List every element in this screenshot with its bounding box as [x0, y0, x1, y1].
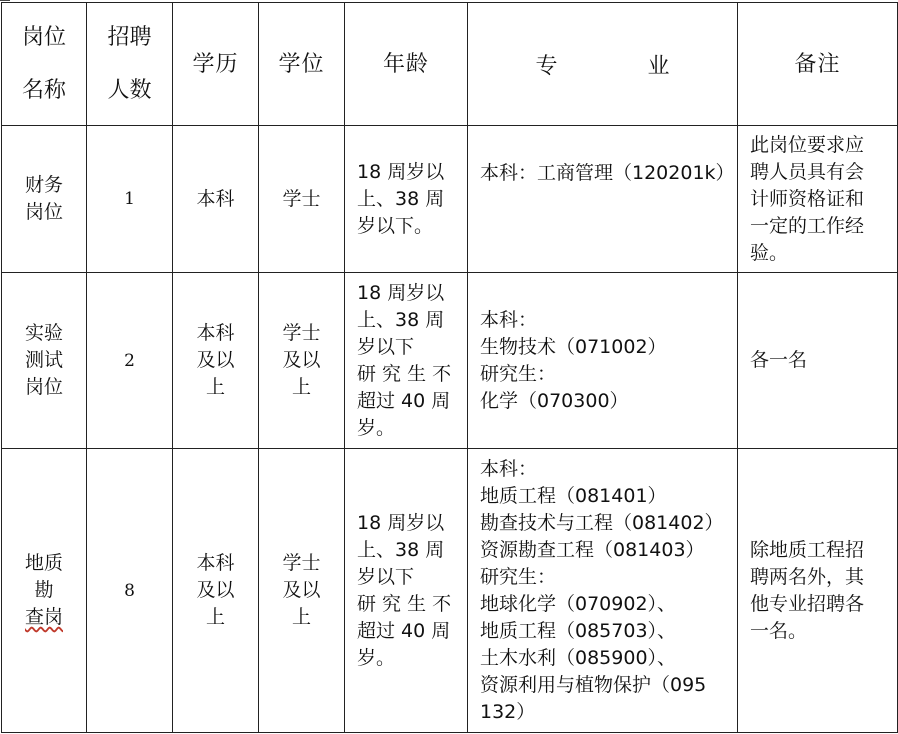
cell-position	[2, 449, 87, 733]
major-line: 研究生：	[480, 565, 557, 588]
position-line: 测试	[24, 349, 63, 371]
remarks-line: 聘人员具有会	[750, 160, 865, 183]
header-degree-label: 学位	[278, 51, 325, 77]
degree-line: 及以	[282, 579, 321, 601]
remarks-line: 一名。	[750, 619, 808, 642]
education-line: 及以	[196, 579, 235, 601]
count-value: 2	[124, 350, 135, 371]
major-line: 本科：	[480, 308, 538, 331]
remarks-line: 一定的工作经	[750, 214, 865, 237]
recruitment-table	[1, 2, 898, 733]
age-line: 超过 40 周	[357, 389, 451, 412]
major-line: 地质工程（085703）、	[480, 619, 677, 642]
cell-remarks	[738, 449, 898, 733]
age-line: 研 究 生 不	[357, 362, 452, 385]
major-line: 本科：	[480, 457, 538, 480]
cell-education	[173, 273, 259, 449]
age-line: 岁以下	[357, 335, 415, 358]
header-major-char-1: 专	[535, 53, 558, 79]
count-value: 8	[124, 580, 135, 601]
remarks-line: 此岗位要求应	[750, 133, 865, 156]
remarks-line: 计师资格证和	[750, 187, 865, 210]
degree-line: 及以	[282, 349, 321, 371]
header-education-label: 学历	[192, 51, 239, 77]
corner-mark	[0, 0, 10, 1]
position-line: 岗位	[24, 376, 63, 398]
position-line: 实验	[24, 322, 63, 344]
cell-degree	[259, 273, 345, 449]
major-line: 研究生：	[480, 362, 557, 385]
cell-age	[345, 449, 468, 733]
header-row	[2, 3, 898, 126]
age-line: 岁。	[357, 646, 396, 669]
cell-position	[2, 126, 87, 273]
cell-count	[87, 273, 173, 449]
position-line: 地质	[24, 552, 63, 574]
major-line: 本科：工商管理（120201k）	[480, 162, 735, 184]
table-row	[2, 449, 898, 733]
header-major-char-2: 业	[647, 53, 670, 79]
education-line: 上	[205, 606, 225, 628]
major-line: 生物技术（071002）	[480, 335, 667, 358]
header-count-line-1: 招聘	[107, 25, 152, 50]
position-line: 勘	[34, 579, 54, 601]
education-line: 及以	[196, 349, 235, 371]
table-row	[2, 126, 898, 273]
cell-education	[173, 449, 259, 733]
major-line: 资源勘查工程（081403）	[480, 538, 705, 561]
age-line: 18 周岁以	[357, 511, 445, 534]
degree-line: 学士	[282, 187, 321, 210]
cell-remarks	[738, 126, 898, 273]
header-count-line-2: 人数	[107, 78, 152, 103]
header-remarks-label: 备注	[794, 51, 841, 77]
header-age-label: 年龄	[382, 51, 429, 77]
age-line: 岁以下	[357, 565, 415, 588]
major-line: 资源利用与植物保护（095	[480, 673, 707, 696]
header-position-line-1: 岗位	[21, 25, 66, 50]
age-line: 上、38 周	[357, 308, 445, 331]
age-line: 岁。	[357, 416, 396, 439]
degree-line: 上	[291, 376, 311, 398]
count-value: 1	[124, 189, 135, 209]
age-line: 超过 40 周	[357, 619, 451, 642]
major-line: 地球化学（070902）、	[480, 592, 677, 615]
remarks-line: 他专业招聘各	[750, 592, 865, 615]
age-line: 18 周岁以	[357, 281, 445, 304]
degree-line: 上	[291, 606, 311, 628]
education-line: 本科	[196, 322, 235, 344]
cell-major	[468, 449, 738, 733]
degree-line: 学士	[282, 322, 321, 344]
header-age	[345, 3, 468, 126]
degree-line: 学士	[282, 552, 321, 574]
education-line: 本科	[196, 552, 235, 574]
header-major	[468, 3, 738, 126]
remarks-line: 各一名	[750, 349, 808, 371]
position-line: 查岗	[24, 606, 63, 628]
major-line: 化学（070300）	[480, 389, 629, 412]
header-remarks	[738, 3, 898, 126]
cell-degree	[259, 449, 345, 733]
header-major-label	[468, 49, 737, 80]
table-row	[2, 273, 898, 449]
age-line: 18 周岁以	[357, 160, 445, 183]
cell-count	[87, 449, 173, 733]
age-line: 研 究 生 不	[357, 592, 452, 615]
remarks-line: 验。	[750, 241, 789, 264]
header-education	[173, 3, 259, 126]
cell-age	[345, 273, 468, 449]
cell-position	[2, 273, 87, 449]
header-count	[87, 3, 173, 126]
major-line: 132）	[480, 700, 536, 723]
cell-age	[345, 126, 468, 273]
major-line: 土木水利（085900）、	[480, 646, 677, 669]
education-line: 本科	[196, 187, 235, 210]
cell-major	[468, 273, 738, 449]
position-line: 岗位	[24, 201, 63, 223]
cell-degree	[259, 126, 345, 273]
header-position	[2, 3, 87, 126]
cell-education	[173, 126, 259, 273]
age-line: 上、38 周	[357, 538, 445, 561]
age-line: 岁以下。	[357, 214, 434, 237]
header-degree	[259, 3, 345, 126]
position-line: 财务	[24, 174, 63, 196]
header-position-line-2: 名称	[21, 78, 66, 103]
remarks-line: 聘两名外，其	[750, 565, 865, 588]
education-line: 上	[205, 376, 225, 398]
remarks-line: 除地质工程招	[750, 538, 865, 561]
cell-remarks	[738, 273, 898, 449]
cell-count	[87, 126, 173, 273]
age-line: 上、38 周	[357, 187, 445, 210]
major-line: 勘查技术与工程（081402）	[480, 511, 724, 534]
cell-major	[468, 126, 738, 273]
major-line: 地质工程（081401）	[480, 484, 667, 507]
